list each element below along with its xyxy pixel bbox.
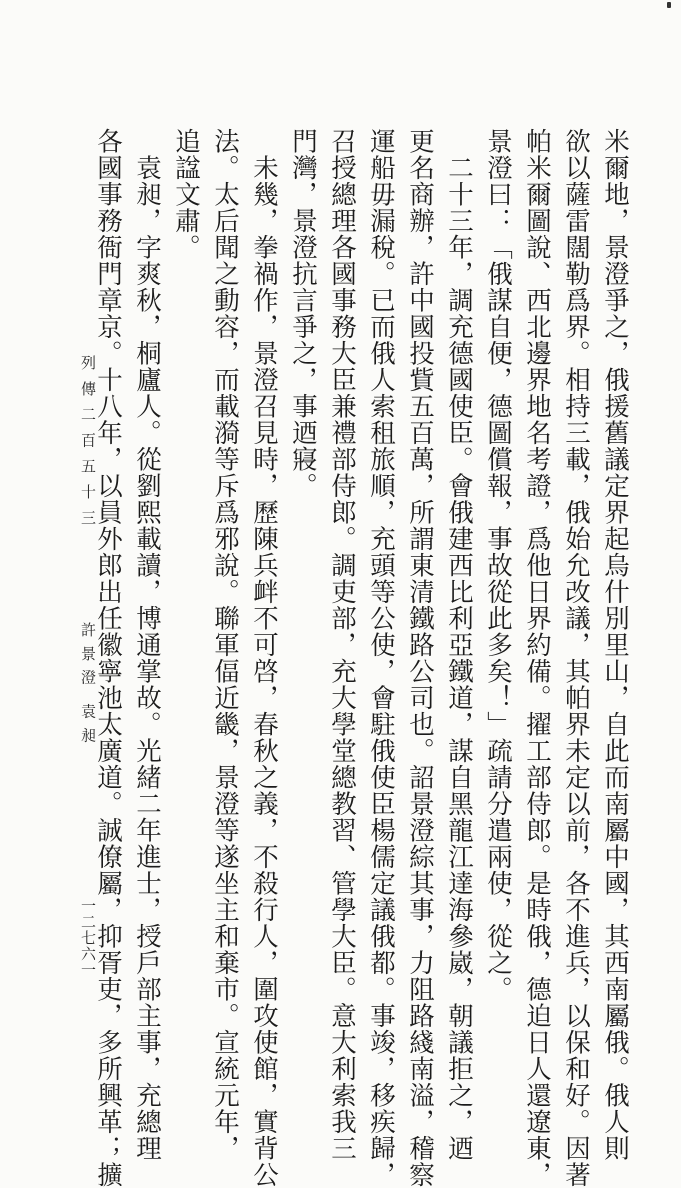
text-column-6: 更名商辦，許中國投貲五百萬，所謂東清鐵路公司也。詔景澄綜其事，力阻路綫南溢，稽察 <box>405 128 435 1188</box>
text-column-14: 袁昶，字爽秋，桐廬人。從劉熙載讀，博通掌故。光緒二年進士，授戶部主事，充總理 <box>132 128 162 1162</box>
margin-chapter-label: 列 傳 二 百 五 十 三 <box>79 355 97 528</box>
text-column-3: 帕米爾圖說、西北邊界地名考證，爲他日界約備。擢工部侍郎。是時俄，德迫日人還遼東， <box>522 128 552 1188</box>
text-column-7: 運船毋漏稅。已而俄人索租旅順，充頭等公使，會駐俄使臣楊儒定議俄都。事竣，移疾歸， <box>366 128 396 1188</box>
text-column-1: 米爾地，景澄爭之，俄援舊議定界起烏什別里山，自此而南屬中國，其西南屬俄。俄人則 <box>600 128 630 1162</box>
text-column-12: 追諡文肅。 <box>171 128 201 261</box>
text-column-4: 景澄曰：「俄謀自便，德圖償報，事故從此多矣！」疏請分遣兩使，從之。 <box>483 128 513 1003</box>
text-column-9: 門灣，景澄抗言爭之，事迺寢。 <box>288 128 318 499</box>
text-column-15: 各國事務衙門章京。十八年，以員外郎出任徽寧池太廣道。誠僚屬，抑胥吏，多所興革；擴 <box>93 128 123 1188</box>
text-column-5: 二十三年，調充德國使臣。會俄建西比利亞鐵道，謀自黑龍江達海參崴，朝議拒之，迺 <box>444 128 474 1162</box>
page-number: 一二七六一 <box>79 898 97 978</box>
text-column-8: 召授總理各國事務大臣兼禮部侍郎。調吏部，充大學堂總教習、管學大臣。意大利索我三 <box>327 128 357 1162</box>
text-column-11: 法。太后聞之動容，而載漪等斥爲邪說。聯軍偪近畿，景澄等遂坐主和棄市。宣統元年， <box>210 128 240 1162</box>
text-column-10: 未幾，拳禍作，景澄召見時，歷陳兵衅不可啓，春秋之義，不殺行人，圍攻使館，實背公 <box>249 128 279 1188</box>
margin-biography-names: 許 景 澄 袁 昶 <box>79 622 97 745</box>
text-column-2: 欲以薩雷闊勒爲界。相持三載，俄始允改議，其帕界未定以前，各不進兵，以保和好。因著 <box>561 128 591 1188</box>
corner-mark <box>667 2 671 8</box>
